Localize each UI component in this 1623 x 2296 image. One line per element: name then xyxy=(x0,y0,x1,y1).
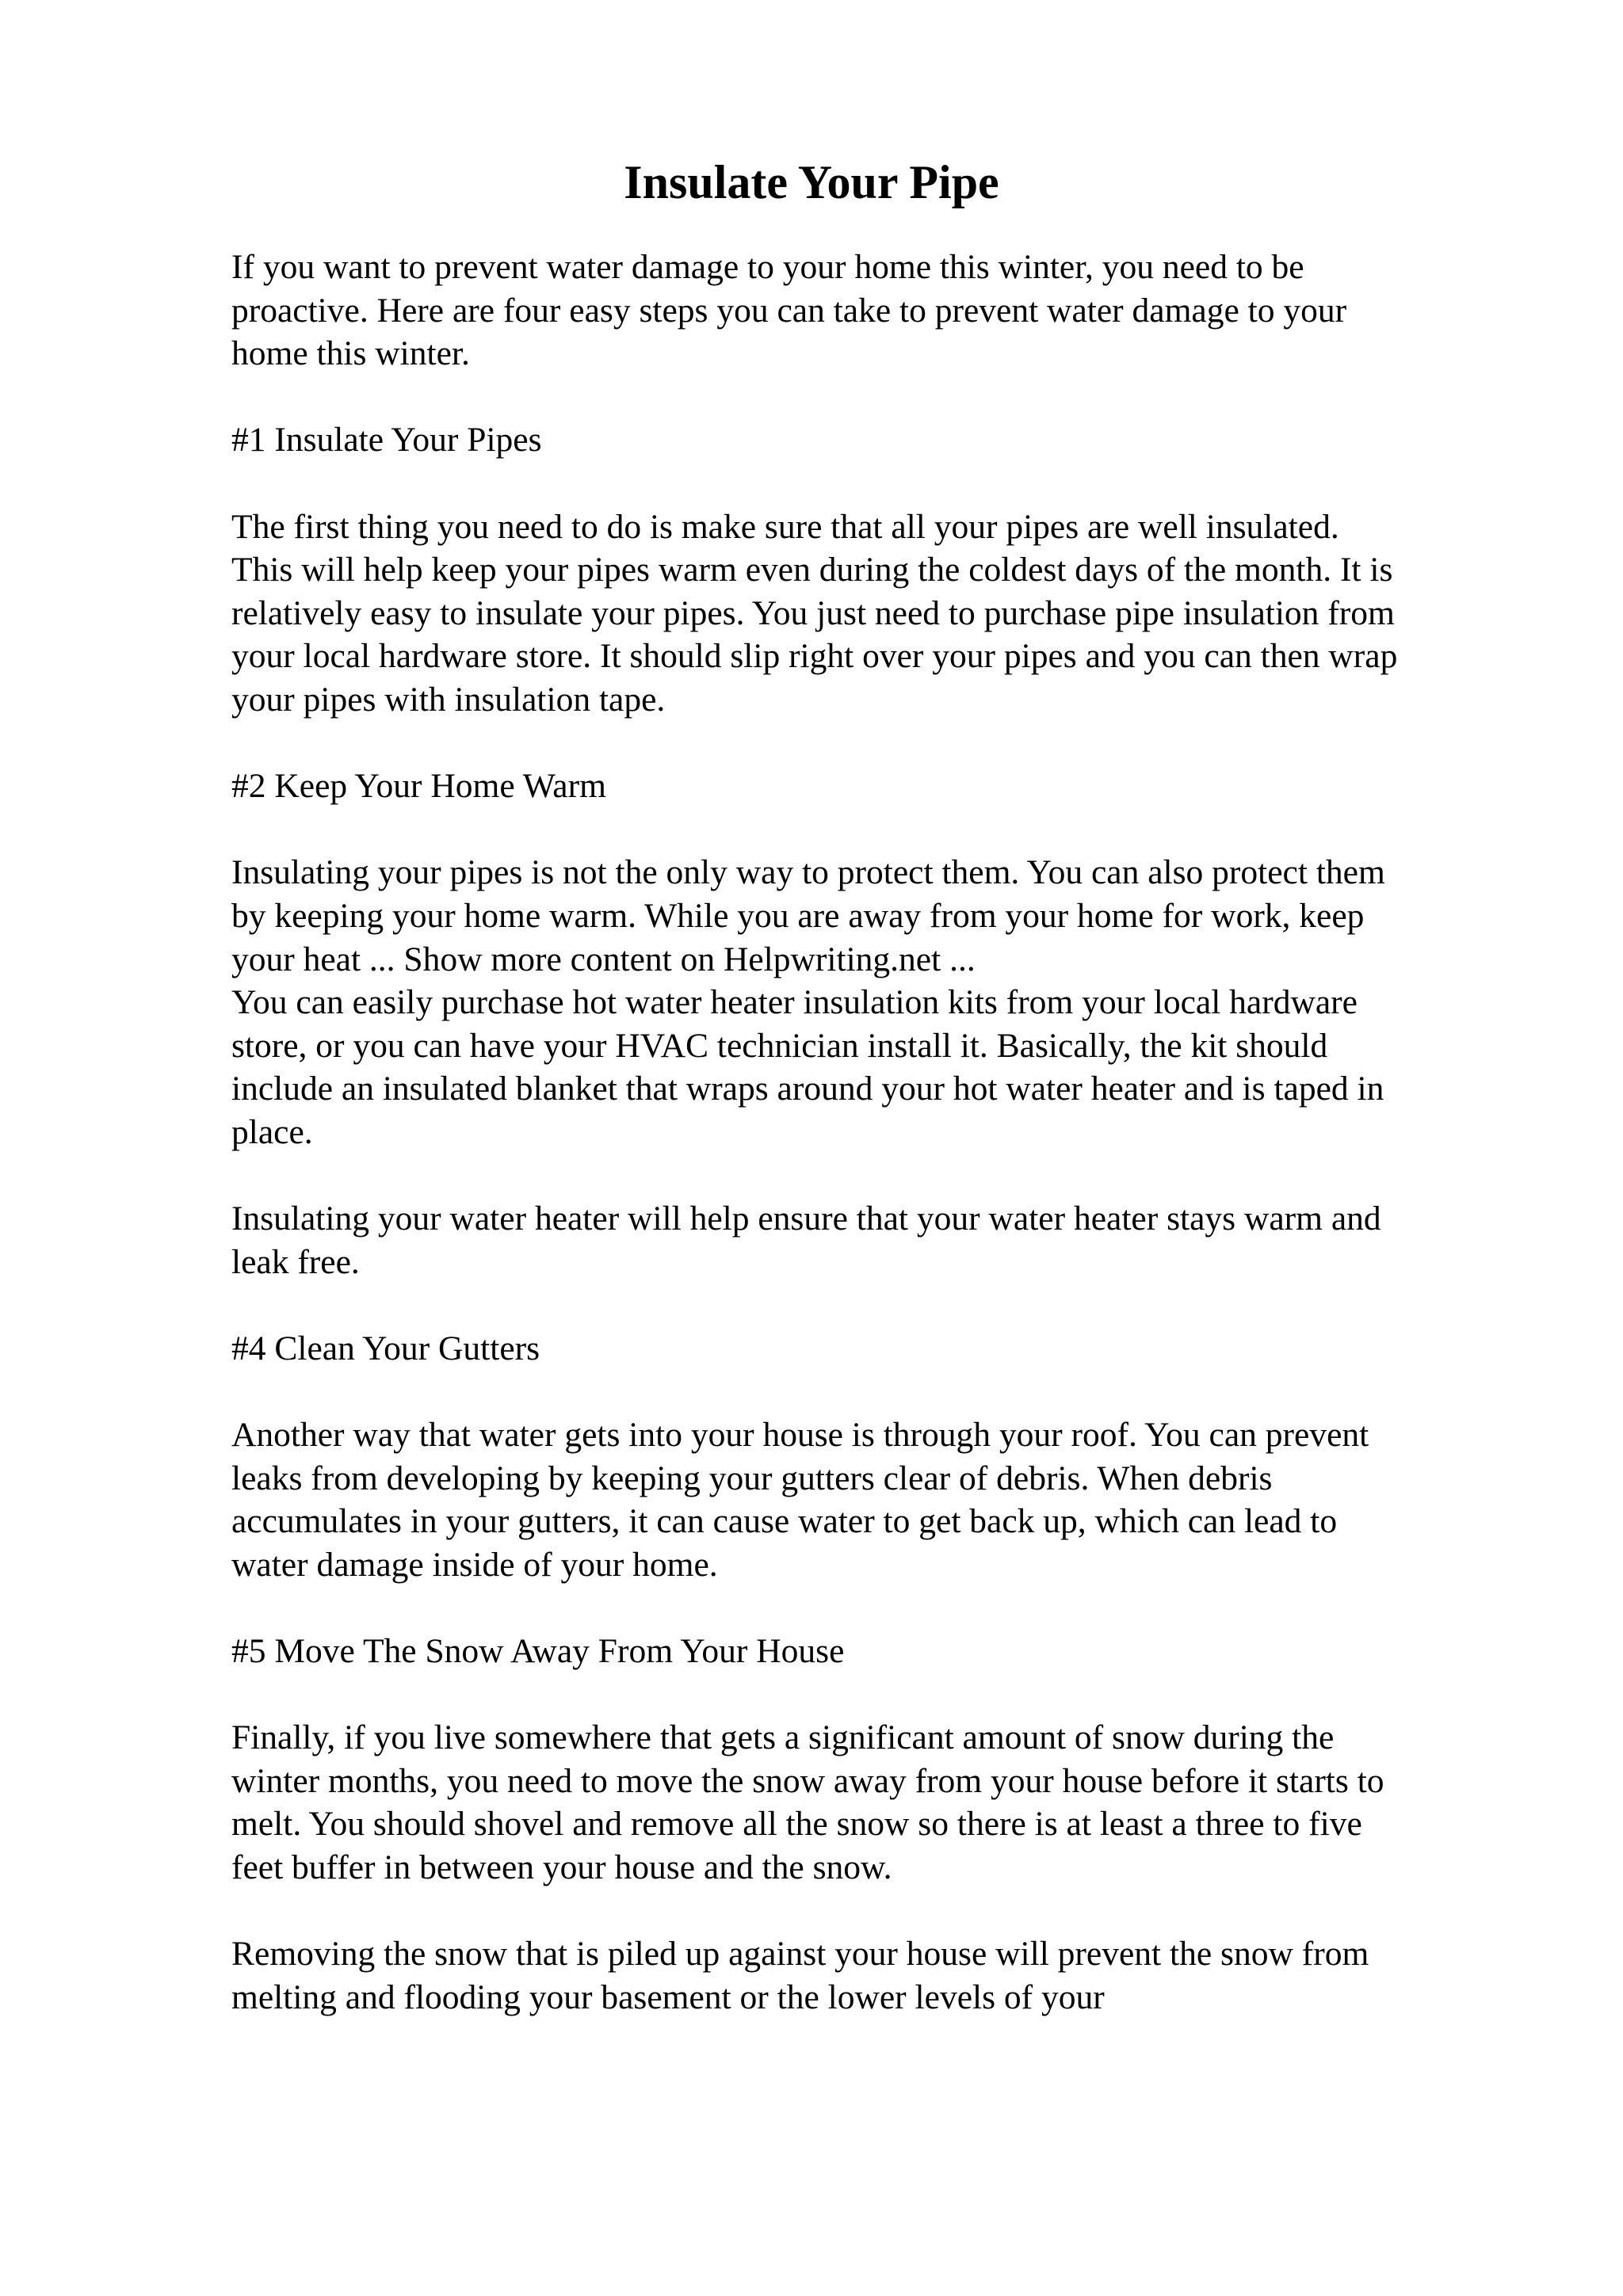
text-line: your pipes with insulation tape. xyxy=(231,680,666,719)
text-line: #1 Insulate Your Pipes xyxy=(231,421,542,460)
text-line: If you want to prevent water damage to your home this winter, you need to be xyxy=(231,248,1304,286)
paragraph xyxy=(231,1716,1531,1889)
section-heading xyxy=(231,418,1531,462)
text-line: leak free. xyxy=(231,1242,360,1281)
text-line: include an insulated blanket that wraps around your hot water heater and is taped in xyxy=(231,1070,1384,1108)
text-line: #2 Keep Your Home Warm xyxy=(231,767,606,806)
text-line: leaks from developing by keeping your gutters clear of debris. When debris xyxy=(231,1459,1273,1497)
text-line: water damage inside of your home. xyxy=(231,1545,718,1584)
text-line: This will help keep your pipes warm even during the coldest days of the month. It is xyxy=(231,551,1393,589)
text-line: by keeping your home warm. While you are away from your home for work, keep xyxy=(231,896,1365,935)
text-line: Removing the snow that is piled up against your house will prevent the snow from xyxy=(231,1935,1369,1974)
text-line: Another way that water gets into your house is through your roof. You can prevent xyxy=(231,1416,1369,1455)
paragraph xyxy=(231,505,1531,722)
text-line: The first thing you need to do is make sure that all your pipes are well insulated. xyxy=(231,507,1339,546)
text-line: #4 Clean Your Gutters xyxy=(231,1329,540,1367)
text-line: proactive. Here are four easy steps you can take to prevent water damage to your xyxy=(231,291,1347,330)
text-line: melting and flooding your basement or the lower levels of your xyxy=(231,1978,1105,2016)
text-line: accumulates in your gutters, it can cause water to get back up, which can lead to xyxy=(231,1502,1338,1541)
text-line: feet buffer in between your house and the snow. xyxy=(231,1848,892,1886)
section-heading xyxy=(231,1630,1531,1673)
section-heading xyxy=(231,1327,1531,1371)
paragraph xyxy=(231,1932,1531,2019)
text-line: home this winter. xyxy=(231,334,470,373)
text-line: Finally, if you live somewhere that gets a significant amount of snow during the xyxy=(231,1718,1335,1757)
text-line: place. xyxy=(231,1112,313,1151)
document-body xyxy=(231,246,1531,2062)
paragraph xyxy=(231,851,1531,1154)
text-line: your heat ... Show more content on Helpwriting.net ... xyxy=(231,940,976,978)
paragraph xyxy=(231,1413,1531,1586)
paragraph xyxy=(231,246,1531,376)
text-line: Insulating your water heater will help ensure that your water heater stays warm and xyxy=(231,1199,1381,1238)
text-line: You can easily purchase hot water heater insulation kits from your local hardware xyxy=(231,983,1358,1022)
text-line: relatively easy to insulate your pipes. You just need to purchase pipe insulation from xyxy=(231,593,1395,632)
text-line: winter months, you need to move the snow away from your house before it starts to xyxy=(231,1761,1384,1800)
section-heading xyxy=(231,765,1531,808)
page-title: Insulate Your Pipe xyxy=(624,156,999,208)
paragraph xyxy=(231,1197,1531,1283)
text-line: melt. You should shovel and remove all the snow so there is at least a three to five xyxy=(231,1805,1362,1844)
text-line: #5 Move The Snow Away From Your House xyxy=(231,1632,845,1670)
text-line: Insulating your pipes is not the only way to protect them. You can also protect them xyxy=(231,853,1385,892)
text-line: your local hardware store. It should slip right over your pipes and you can then wrap xyxy=(231,637,1398,676)
text-line: store, or you can have your HVAC technician install it. Basically, the kit should xyxy=(231,1026,1328,1065)
